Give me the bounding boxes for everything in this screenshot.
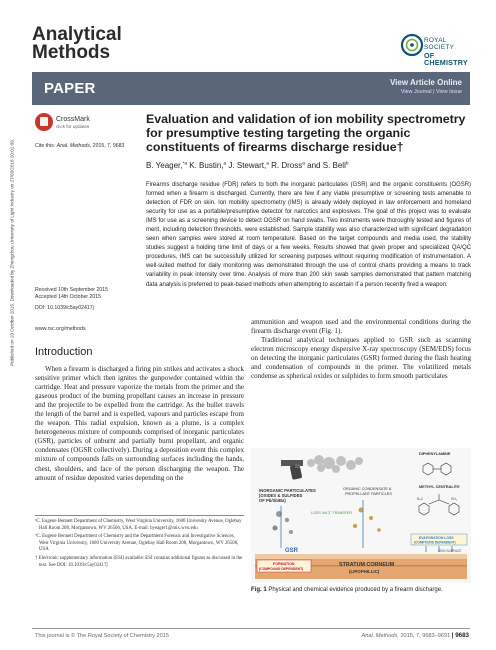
crossmark-subtitle: click for updates bbox=[56, 124, 90, 129]
diphenylamine-structure-icon bbox=[423, 463, 451, 475]
footer-pages: 2015, 7, 9683–9691 bbox=[400, 633, 451, 639]
author-4[interactable]: R. Dross$^a$ bbox=[271, 161, 305, 170]
label-formation-2: (COMPOUND DEPENDENT) bbox=[259, 567, 304, 571]
footnotes bbox=[35, 515, 244, 571]
accepted-date: Accepted 14th October 2015 bbox=[35, 294, 102, 301]
label-inorganic-2: (OXIDES & SULFIDES bbox=[259, 493, 303, 498]
label-stratum: STRATUM CORNEUM bbox=[339, 562, 395, 568]
journal-title-line2: Methods bbox=[32, 42, 111, 63]
citation bbox=[35, 143, 124, 149]
rsc-logo-mark-icon bbox=[400, 28, 424, 62]
section-heading-introduction: Introduction bbox=[35, 346, 93, 358]
rsc-logo-line1: ROYAL SOCIETY bbox=[424, 37, 455, 52]
label-formation: FORMATION bbox=[273, 562, 295, 566]
figure-1-caption-text: Physical and chemical evidence produced by a firearm discharge. bbox=[268, 587, 443, 593]
transfer-arrows bbox=[281, 500, 363, 548]
author-3[interactable]: J. Stewart,$^a$ bbox=[228, 161, 269, 170]
crossmark-icon bbox=[35, 113, 53, 131]
body-column-right bbox=[251, 318, 471, 381]
crossmark-title: CrossMark bbox=[56, 116, 90, 123]
footer-journal: Anal. Methods, bbox=[361, 633, 399, 639]
firearm-icon bbox=[281, 460, 303, 480]
author-2[interactable]: K. Bustin,$^a$ bbox=[189, 161, 227, 170]
journal-website-link[interactable]: www.rsc.org/methods bbox=[35, 326, 86, 332]
label-evaporation-2: (COMPOUND DEPENDENT) bbox=[414, 540, 456, 545]
cite-prefix: Cite this: bbox=[35, 143, 56, 149]
residue-plume bbox=[307, 455, 363, 473]
article-title: Evaluation and validation of ion mobility spectrometry for presumptive testing targeting the organic constituents of firearms discharge residue† bbox=[146, 112, 466, 154]
rsc-logo[interactable] bbox=[400, 22, 470, 70]
label-gsr: GSR bbox=[285, 548, 299, 554]
crossmark-badge[interactable] bbox=[35, 112, 95, 134]
article-dates bbox=[35, 287, 108, 313]
section-label: PAPER bbox=[44, 80, 96, 97]
rsc-logo-text bbox=[424, 37, 470, 67]
intro-paragraph-2: Traditional analytical techniques applied to GSR such as scanning electron microscopy energy dispersive X-ray spectroscopy (SEM/EDS) focus on detecting the inorganic particulates (GSR) formed during the flash heating and condensation of compounds in the primer. The volatilized metals condense as spherical oxides or sulphides to form smooth particulates bbox=[251, 336, 471, 381]
author-1[interactable]: B. Yeager,$^{*a}$ bbox=[146, 161, 188, 170]
intro-paragraph-1-cont: ammunition and weapon used and the environmental conditions during the firearm discharge event (Fig. 1). bbox=[251, 318, 471, 336]
download-note-text: Published on 19 October 2015. Downloaded by Zhengzhou University of Light Industry on 27/03/2016 20:01:09. bbox=[9, 138, 15, 367]
label-diphenylamine: DIPHENYLAMINE bbox=[419, 452, 451, 456]
body-column-left bbox=[35, 365, 244, 483]
footer-page-number: | 9683 bbox=[451, 632, 469, 639]
journal-title-line1: Analytical bbox=[32, 24, 122, 45]
label-transfer: LOSS VIA 2° TRANSFER bbox=[311, 511, 352, 515]
view-journal-issue-link[interactable]: View Journal | View Issue bbox=[400, 89, 462, 95]
footer-divider bbox=[32, 628, 470, 629]
crossmark-text bbox=[56, 116, 90, 130]
received-date: Received 10th September 2015 bbox=[35, 287, 108, 293]
label-inorganic: INORGANIC PARTICULATES bbox=[259, 488, 316, 493]
label-skin: SKIN SURFACE bbox=[438, 549, 462, 553]
label-h3c: H₃C bbox=[417, 497, 423, 501]
abstract: Firearms discharge residue (FDR) refers to both the inorganic particulates (GSR) and the organic constituents (OGSR) formed when a firearm is discharged. Currently, there are few if any viable presumptive or screening tests amenable to detection of FDR on skin. Ion mobility spectrometry (IMS) is already widely deployed in law enforcement and homeland security for use as a portable/presumptive detector for narcotics and explosives. The goal of this project was to evaluate IMS for use as a screening device to detect OGSR on hand swabs. Two instruments were thoroughly tested and figures of merit, including detection thresholds, were established. Sample stability was also characterized with significant degradation seen when samples were stored at room temperature. Based on the target compounds and media used, the stability studies suggest a holding time limit of days or a few weeks. Results showed that given proper and specialized QA/QC procedures, IMS can be successfully utilized for screening purposes without requiring modification of instrumentation. A well-suited method for daily monitoring was demonstrated through the use of control charts providing a means to track variability in peak intensity over time. Analysis of more than 200 skin swab samples demonstrated that pattern matching data analysis is preferred to peak-based methods when attempting to ascertain if a person recently fired a weapon. bbox=[146, 182, 471, 288]
intro-paragraph-1: When a firearm is discharged a firing pin strikes and activates a shock sensitive primer which then ignites the gunpowder contained within the cartridge. Heat and pressure vaporize the metals from the primer and the gaseous product of the burning propellant causes an increase in pressure and the projectile to be expelled from the cartridge. As the bullet travels the length of the barrel and is expelled, vapours and particles escape from the weapon. This radial expulsion, known as a plume, is a complex heterogeneous mixture of compounds comprised of inorganic particulates (GSR), particles of unburnt and partially burnt propellant, and organic condensates (OGSR collectively). During a deposition event this complex mixture of compounds falls on surrounding surfaces including the hands, chest, shoulders, and face of the person discharging the weapon. The amount of residue deposited varies depending on the bbox=[35, 365, 244, 482]
author-5[interactable]: and S. Bell$^b$ bbox=[307, 161, 349, 170]
label-organic-2: PROPELLANT PARTICLES bbox=[345, 492, 392, 496]
figure-1-caption bbox=[251, 586, 471, 594]
label-stratum-2: (LIPOPHILLIC) bbox=[349, 569, 380, 574]
figure-1-caption-label: Fig. 1 bbox=[251, 587, 267, 593]
section-banner bbox=[32, 72, 470, 105]
journal-title bbox=[32, 26, 122, 62]
figure-1 bbox=[251, 448, 471, 583]
figure-1-diagram bbox=[251, 448, 471, 583]
footer-citation bbox=[362, 632, 469, 639]
article-links bbox=[390, 78, 462, 95]
cite-details: 2015, 7, 9683 bbox=[92, 143, 125, 149]
download-note bbox=[2, 100, 15, 420]
label-methyl-centralite: METHYL CENTRALITE bbox=[419, 485, 460, 489]
footnote-b: ᵇC. Eugene Bennett Department of Chemistry and the Department Forensic and Investigative Sciences, West Virginia University, 1600 University Avenue, Oglebay Hall Room 208, Morgantown, WV 26506, USA bbox=[35, 534, 239, 553]
footnote-esi: † Electronic supplementary information (ESI) available: ESI contains additional figures as discussed in the text. See DOI: 10.1039/c5ay02417j bbox=[35, 555, 243, 568]
label-ch3: CH₃ bbox=[451, 497, 457, 501]
label-organic: ORGANIC CONDENSATE & bbox=[343, 487, 392, 491]
author-list bbox=[146, 161, 349, 170]
doi-link[interactable]: DOI: 10.1039/c5ay02417j bbox=[35, 305, 94, 312]
footer-copyright: This journal is © The Royal Society of Chemistry 2015 bbox=[35, 633, 169, 639]
label-inorganic-3: OF Pb/Sb/Ba) bbox=[259, 498, 286, 503]
rsc-logo-line2: OF CHEMISTRY bbox=[424, 50, 468, 68]
view-article-online-link[interactable]: View Article Online bbox=[389, 78, 462, 87]
label-evaporation: EVAPORATION LOSS bbox=[419, 536, 454, 540]
cite-journal: Anal. Methods, bbox=[56, 143, 92, 149]
skin-surface-band bbox=[255, 554, 467, 559]
footnote-a: ᵃC. Eugene Bennett Department of Chemistry, West Virginia University, 1600 University Avenue, Oglebay Hall Room 208, Morgantown, WV 26506, USA. E-mail: byeager1@mix.wvu.edu bbox=[35, 519, 242, 531]
